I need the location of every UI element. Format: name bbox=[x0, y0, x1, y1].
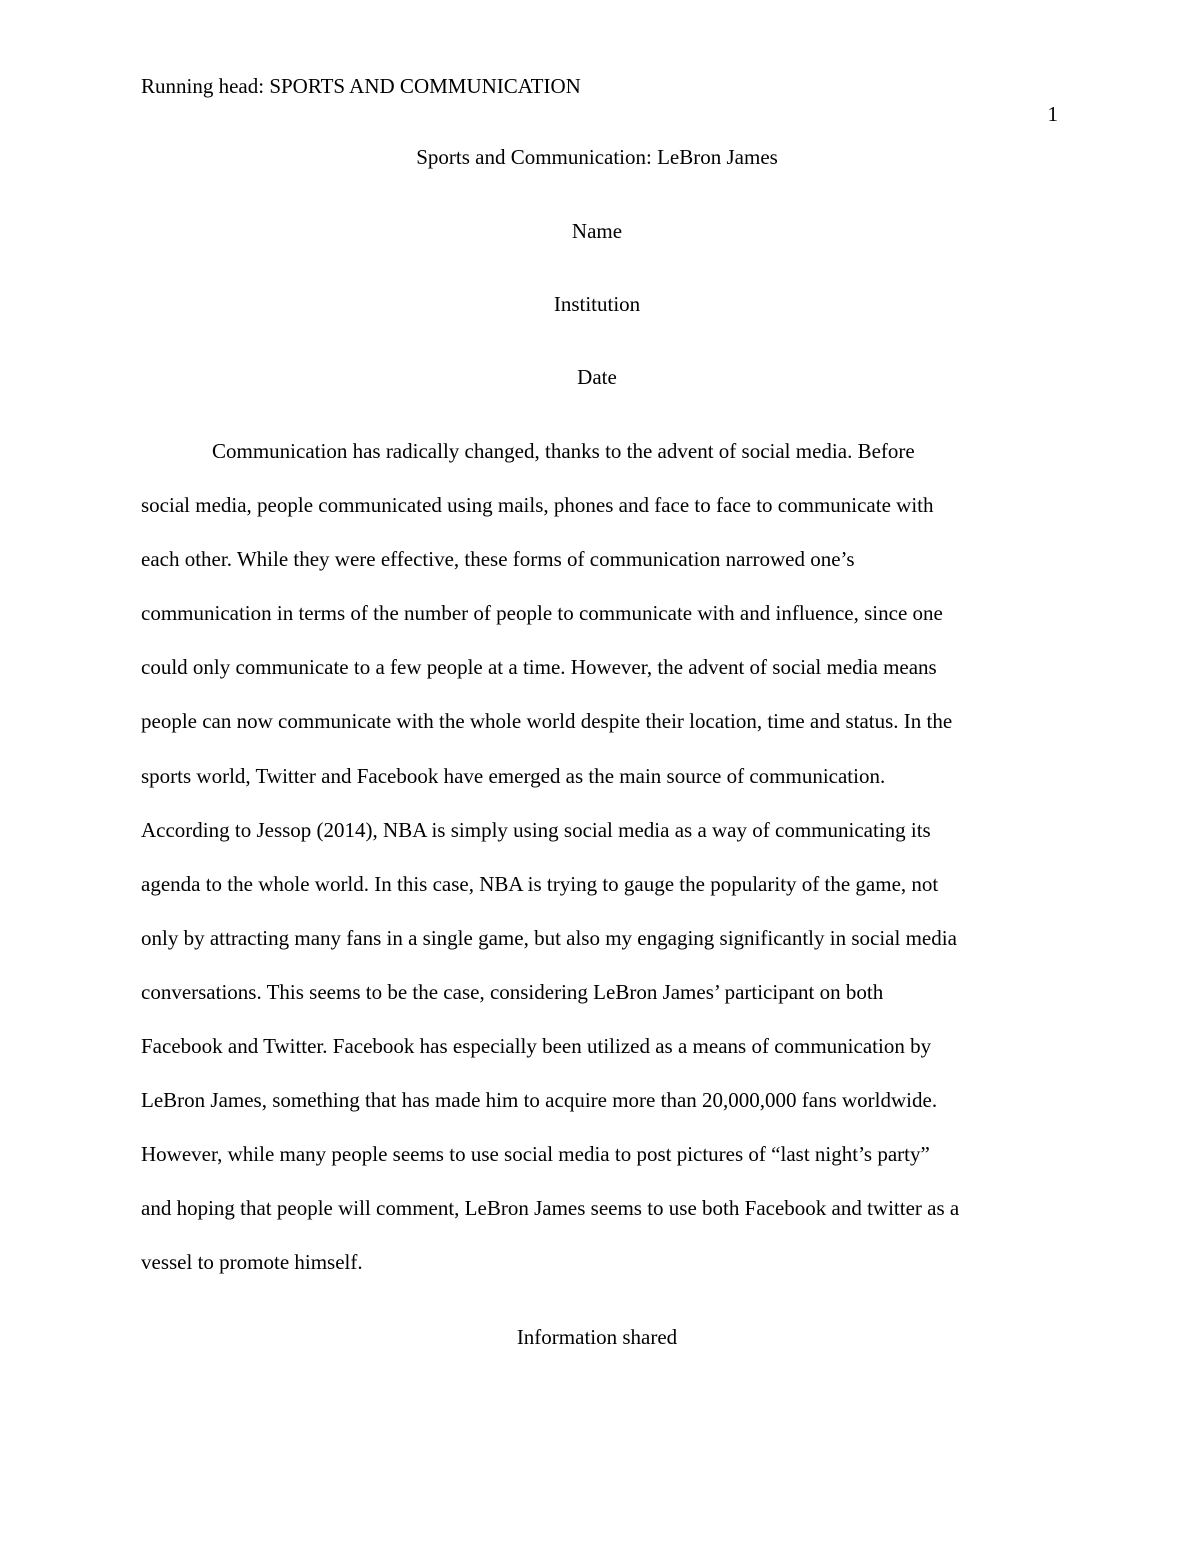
paragraph-line: could only communicate to a few people at a time. However, the advent of social media means bbox=[141, 655, 937, 680]
paragraph-line: social media, people communicated using mails, phones and face to face to communicate with bbox=[141, 493, 934, 518]
paragraph-line: agenda to the whole world. In this case, NBA is trying to gauge the popularity of the game, not bbox=[141, 871, 939, 896]
paragraph-line: people can now communicate with the whole world despite their location, time and status. In the bbox=[141, 709, 953, 734]
paragraph-line: LeBron James, something that has made him to acquire more than 20,000,000 fans worldwide. bbox=[141, 1088, 938, 1113]
paragraph-line: sports world, Twitter and Facebook have emerged as the main source of communication. bbox=[141, 763, 886, 788]
paragraph-line: Communication has radically changed, thanks to the advent of social media. Before bbox=[212, 439, 915, 463]
paragraph-line: Facebook and Twitter. Facebook has especially been utilized as a means of communication by bbox=[141, 1034, 932, 1059]
section-heading: Information shared bbox=[516, 1325, 678, 1349]
running-head: Running head: SPORTS AND COMMUNICATION bbox=[141, 74, 581, 98]
body-paragraph bbox=[141, 424, 1061, 1290]
author-name: Name bbox=[571, 219, 623, 243]
paragraph-line: According to Jessop (2014), NBA is simply using social media as a way of communicating its bbox=[141, 817, 931, 842]
paragraph-line: communication in terms of the number of people to communicate with and influence, since one bbox=[141, 601, 943, 626]
date: Date bbox=[577, 365, 617, 389]
paragraph-line: However, while many people seems to use social media to post pictures of “last night’s party” bbox=[141, 1142, 930, 1167]
paragraph-line: only by attracting many fans in a single game, but also my engaging significantly in social media bbox=[141, 925, 957, 950]
paper-title: Sports and Communication: LeBron James bbox=[416, 145, 778, 169]
institution: Institution bbox=[553, 292, 641, 316]
paragraph-line: vessel to promote himself. bbox=[141, 1250, 363, 1275]
paragraph-line: each other. While they were effective, these forms of communication narrowed one’s bbox=[141, 547, 855, 572]
page-number: 1 bbox=[1047, 102, 1058, 126]
paragraph-line: and hoping that people will comment, LeBron James seems to use both Facebook and twitter as a bbox=[141, 1196, 960, 1221]
paragraph-line: conversations. This seems to be the case, considering LeBron James’ participant on both bbox=[141, 979, 884, 1004]
